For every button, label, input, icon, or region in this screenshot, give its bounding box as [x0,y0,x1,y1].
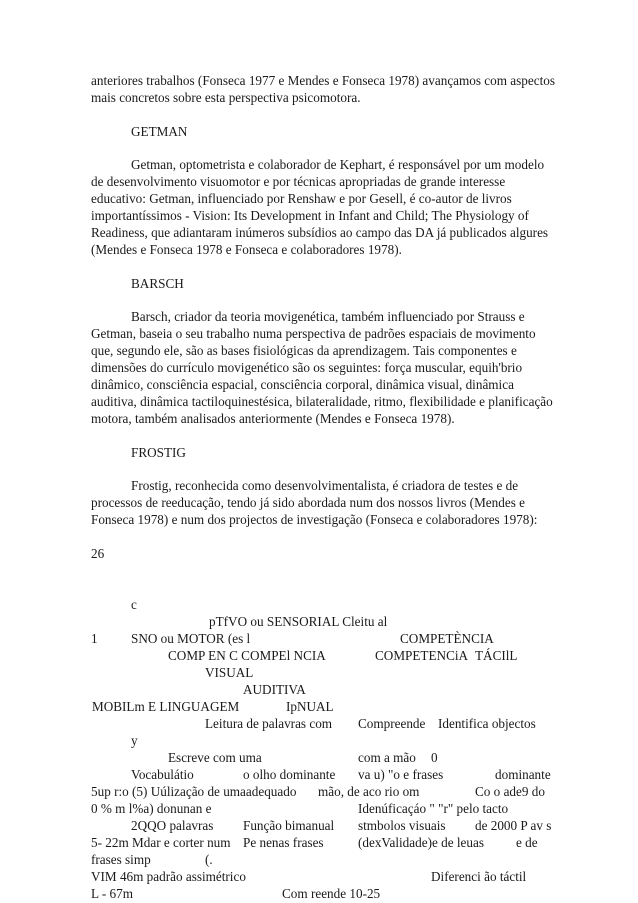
paragraph-line: dimensões do currículo movigenético são os seguintes: força muscular, equih'brio [91,360,523,375]
paragraph-line: Barsch, criador da teoria movigenética, também influenciado por Strauss e [131,309,525,324]
paragraph-line: motora, também analisados anteriormente (Mendes e Fonseca 1978). [91,411,455,426]
ocr-fragment: dominante [495,767,551,782]
ocr-fragment: o olho dominante [243,767,336,782]
ocr-fragment: COMP EN C COMPEl NCIA [168,648,326,663]
ocr-fragment: Pe nenas frases [243,835,324,850]
ocr-fragment: 0 % m l%a) donunan e [91,801,212,816]
ocr-fragment: mão, de aco rio om [318,784,420,799]
paragraph-line: processos de reeducação, tendo já sido abordada num dos nossos livros (Mendes e [91,495,525,510]
ocr-fragment: Identifica objectos [438,716,536,731]
ocr-fragment: stmbolos visuais [358,818,446,833]
ocr-fragment: 5- 22m Mdar e corter num [91,835,231,850]
ocr-fragment: c [131,597,137,612]
paragraph-line: Frostig, reconhecida como desenvolvimentalista, é criadora de testes e de [131,478,519,493]
ocr-fragment: Co o ade9 do [475,784,545,799]
paragraph-line: educativo: Getman, influenciado por Renshaw e por Gesell, é co-autor de livros [91,191,512,206]
ocr-fragment: e de [516,835,538,850]
ocr-fragment: 1 [91,631,98,646]
ocr-fragment: Escreve com uma [168,750,262,765]
section-heading-frostig: FROSTIG [131,445,186,460]
ocr-fragment: pTfVO ou SENSORIAL Cleitu al [209,614,388,629]
paragraph-line: Getman, optometrista e colaborador de Kephart, é responsável por um modelo [131,157,545,172]
intro-line: anteriores trabalhos (Fonseca 1977 e Mendes e Fonseca 1978) avançamos com aspectos [91,73,555,88]
paragraph-line: Fonseca 1978) e num dos projectos de investigação (Fonseca e colaboradores 1978): [91,512,538,527]
ocr-fragment: de 2000 P av s [475,818,552,833]
ocr-fragment: (. [205,852,213,867]
ocr-fragment: va u) "o e frases [358,767,444,782]
ocr-fragment: 2QQO palavras [131,818,214,833]
page-number: 26 [91,546,105,561]
ocr-fragment: VISUAL [205,665,254,680]
paragraph-line: Readiness, que adiantaram inúmeros subsídios ao campo das DA já publicados algures [91,225,549,240]
ocr-fragment: IpNUAL [286,699,334,714]
ocr-fragment: Idenúficaçáo " "r" pelo tacto [358,801,509,816]
ocr-fragment: Função bimanual [243,818,335,833]
paragraph-line: auditiva, dinâmica tactiloquinestésica, bilateralidade, ritmo, flexibilidade e planificação [91,394,553,409]
ocr-fragment: com a mão [358,750,416,765]
ocr-fragment: VIM 46m padrão assimétrico [91,869,246,884]
ocr-fragment: AUDITIVA [243,682,306,697]
paragraph-line: (Mendes e Fonseca 1978 e Fonseca e colaboradores 1978). [91,242,402,257]
ocr-fragment: (dexValidade)e de leuas [358,835,484,850]
ocr-fragment: L - 67m [91,886,133,901]
section-heading-barsch: BARSCH [131,276,184,291]
paragraph-line: de desenvolvimento visuomotor e por técnicas apropriadas de grande interesse [91,174,506,189]
ocr-fragment: Compreende [358,716,426,731]
ocr-fragment: COMPETÈNCIA [400,631,494,646]
paragraph-line: Getman, baseia o seu trabalho numa perspectiva de padrões espaciais de movimento [91,326,536,341]
ocr-fragment: MOBILm E LINGUAGEM [92,699,240,714]
ocr-fragment: COMPETENCiA [375,648,469,663]
ocr-fragment: frases simp [91,852,151,867]
ocr-fragment: 0 [431,750,438,765]
intro-line: mais concretos sobre esta perspectiva psicomotora. [91,90,361,105]
ocr-fragment: SNO ou MOTOR (es l [131,631,251,646]
ocr-fragment: Leitura de palavras com [205,716,333,731]
ocr-fragment: TÁCIlL [475,648,518,663]
paragraph-line: dinâmico, consciência espacial, consciência corporal, dinâmica visual, dinâmica [91,377,514,392]
paragraph-line: que, segundo ele, são as bases fisiológicas da aprendizagem. Tais componentes e [91,343,517,358]
ocr-fragment: Vocabulátio [131,767,194,782]
section-heading-getman: GETMAN [131,124,188,139]
ocr-fragment: Diferenci ão táctil [431,869,527,884]
paragraph-line: importantíssimos - Vision: Its Development in Infant and Child; The Physiology of [91,208,529,223]
ocr-fragment: 5up r:o (5) Uúlização de umaadequado [91,784,297,799]
ocr-fragment: Com reende 10-25 [282,886,381,901]
ocr-fragment: y [131,733,138,748]
